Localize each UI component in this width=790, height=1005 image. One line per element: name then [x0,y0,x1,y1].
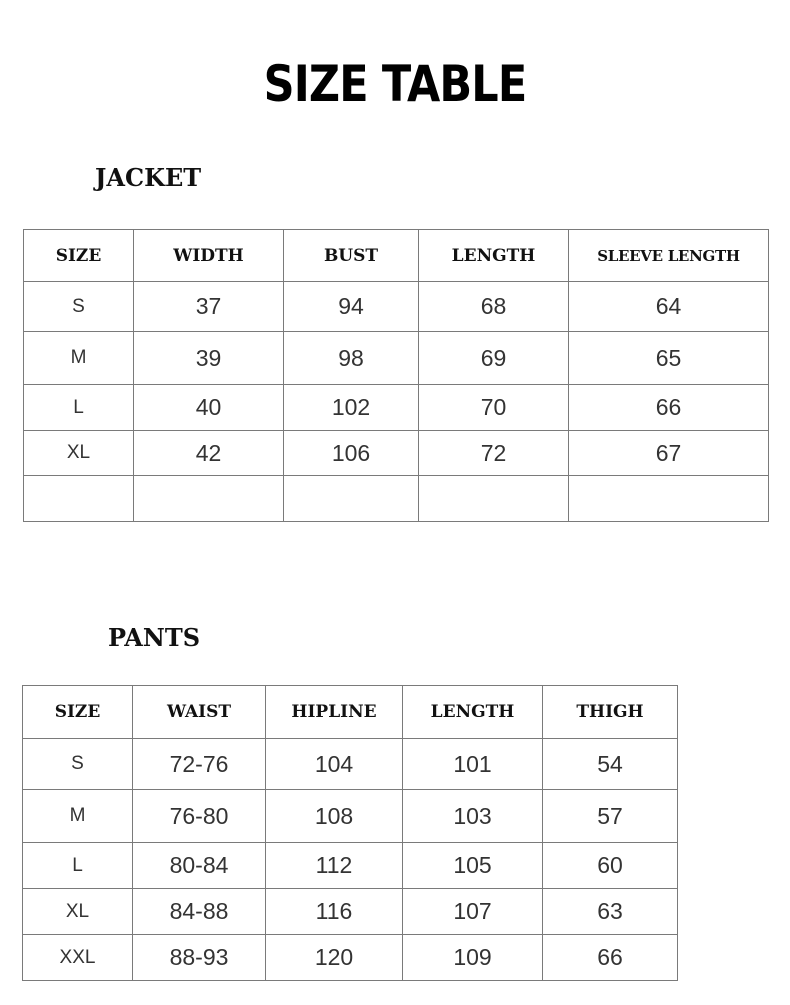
pants-size-table [22,685,678,981]
hipline-cell: 120 [266,935,403,981]
empty-cell [569,476,769,522]
size-cell: XL [23,889,133,935]
hipline-cell: 112 [266,843,403,889]
length-cell: 69 [419,332,569,385]
jacket-section-title: JACKET [95,163,202,192]
sleeve-length-cell: 67 [569,431,769,476]
column-header-width: WIDTH [134,230,284,282]
waist-cell: 80-84 [133,843,266,889]
column-header-sleeve-length: SLEEVE LENGTH [569,230,769,282]
table-row [24,332,769,385]
empty-table-row [24,476,769,522]
hipline-cell: 108 [266,790,403,843]
bust-cell: 102 [284,385,419,431]
table-row [23,843,678,889]
size-cell: M [24,332,134,385]
hipline-cell: 104 [266,739,403,790]
column-header-length: LENGTH [403,686,543,739]
column-header-bust: BUST [284,230,419,282]
sleeve-length-cell: 64 [569,282,769,332]
size-cell: L [23,843,133,889]
thigh-cell: 57 [543,790,678,843]
width-cell: 42 [134,431,284,476]
width-cell: 39 [134,332,284,385]
hipline-cell: 116 [266,889,403,935]
waist-cell: 76-80 [133,790,266,843]
page-title: SIZE TABLE [263,55,527,113]
length-cell: 101 [403,739,543,790]
table-row [24,431,769,476]
table-row [24,385,769,431]
length-cell: 103 [403,790,543,843]
column-header-waist: WAIST [133,686,266,739]
length-cell: 105 [403,843,543,889]
empty-cell [24,476,134,522]
table-row [23,739,678,790]
width-cell: 40 [134,385,284,431]
sleeve-length-cell: 65 [569,332,769,385]
waist-cell: 72-76 [133,739,266,790]
thigh-cell: 66 [543,935,678,981]
waist-cell: 88-93 [133,935,266,981]
table-row [23,889,678,935]
length-cell: 72 [419,431,569,476]
table-header-row [23,686,678,739]
length-cell: 107 [403,889,543,935]
empty-cell [284,476,419,522]
column-header-size: SIZE [23,686,133,739]
column-header-hipline: HIPLINE [266,686,403,739]
size-cell: M [23,790,133,843]
sleeve-length-cell: 66 [569,385,769,431]
width-cell: 37 [134,282,284,332]
jacket-size-table [23,229,769,522]
size-cell: S [24,282,134,332]
length-cell: 70 [419,385,569,431]
empty-cell [419,476,569,522]
size-cell: XL [24,431,134,476]
size-cell: S [23,739,133,790]
column-header-thigh: THIGH [543,686,678,739]
column-header-size: SIZE [24,230,134,282]
bust-cell: 94 [284,282,419,332]
thigh-cell: 63 [543,889,678,935]
thigh-cell: 54 [543,739,678,790]
table-row [23,935,678,981]
size-cell: L [24,385,134,431]
waist-cell: 84-88 [133,889,266,935]
table-row [24,282,769,332]
pants-section-title: PANTS [108,623,201,652]
bust-cell: 106 [284,431,419,476]
empty-cell [134,476,284,522]
length-cell: 109 [403,935,543,981]
table-row [23,790,678,843]
table-header-row [24,230,769,282]
size-cell: XXL [23,935,133,981]
bust-cell: 98 [284,332,419,385]
length-cell: 68 [419,282,569,332]
thigh-cell: 60 [543,843,678,889]
column-header-length: LENGTH [419,230,569,282]
